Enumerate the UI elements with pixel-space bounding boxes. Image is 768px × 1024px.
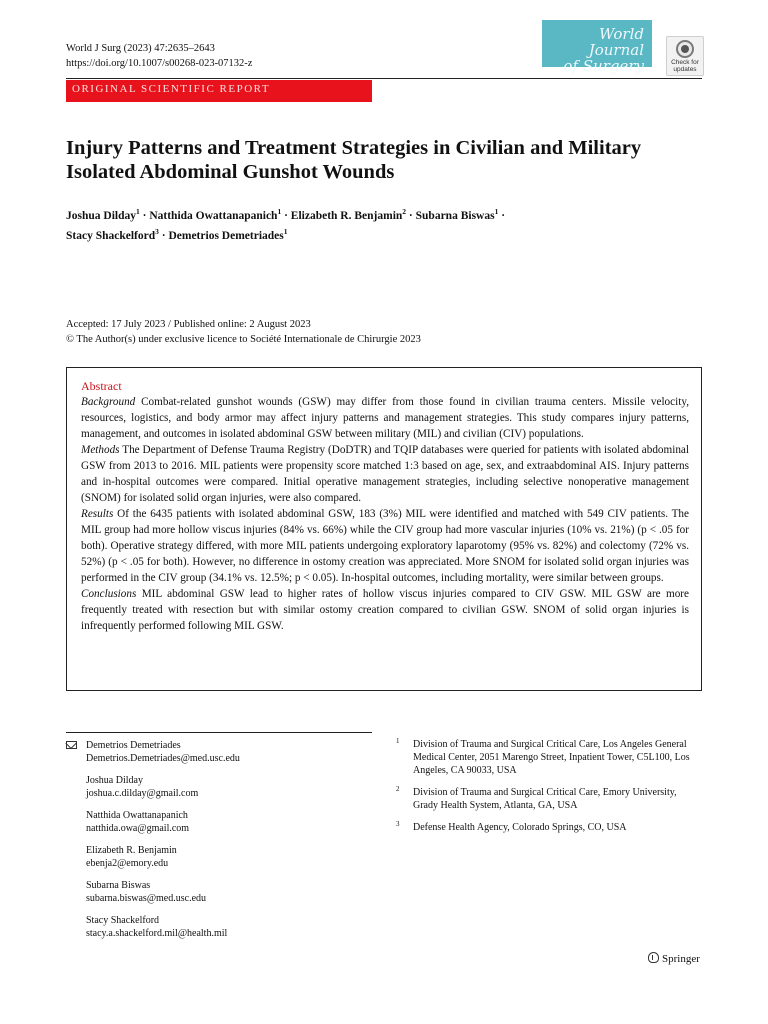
abstract-section-label: Results — [81, 508, 114, 520]
author-separator: · — [498, 209, 506, 222]
abstract-section-label: Conclusions — [81, 588, 137, 600]
affiliation-text: Defense Health Agency, Colorado Springs, CO, USA — [413, 822, 627, 833]
doi-link[interactable]: https://doi.org/10.1007/s00268-023-07132-z — [66, 58, 253, 69]
abstract-section — [81, 394, 689, 442]
journal-logo-line1: World Journal — [588, 25, 644, 59]
contact-name: Demetrios Demetriades — [86, 740, 181, 751]
check-for-updates-badge[interactable] — [666, 36, 704, 76]
abstract-section-text: Combat-related gunshot wounds (GSW) may differ from those found in civilian trauma centers. Missile velocity, resources, logistics, and body armor may affect injury patterns and management strategies. This study compares injury patterns, management, and outcomes in isolated abdominal GSW between military (MIL) and civilian (CIV) populations. — [81, 396, 689, 440]
springer-horse-icon — [648, 952, 659, 963]
contact-email[interactable]: joshua.c.dilday@gmail.com — [86, 788, 199, 799]
affiliation-item — [396, 821, 702, 834]
contact-email[interactable]: subarna.biswas@med.usc.edu — [86, 893, 207, 904]
contact-name: Joshua Dilday — [86, 775, 143, 786]
affiliation-item — [396, 786, 702, 812]
abstract-box — [66, 367, 702, 691]
author-name — [149, 207, 282, 222]
contact-email[interactable]: ebenja2@emory.edu — [86, 858, 169, 869]
author-name — [290, 207, 407, 222]
author-name-text: Stacy Shackelford — [66, 229, 156, 242]
publisher-name: Springer — [662, 953, 700, 965]
footnote-rule — [66, 732, 372, 733]
abstract-heading: Abstract — [81, 379, 122, 393]
journal-logo-line2: of Surgery — [563, 57, 644, 75]
author-separator: · — [158, 229, 169, 242]
journal-logo[interactable] — [542, 20, 652, 75]
author-name-text: Demetrios Demetriades — [168, 229, 284, 242]
author-separator: · — [139, 209, 150, 222]
publisher-mark — [648, 952, 700, 966]
author-contact — [66, 809, 372, 835]
author-contact — [66, 844, 372, 870]
author-name — [66, 207, 140, 222]
abstract-section-text: The Department of Defense Trauma Registry (DoDTR) and TQIP databases were queried for patients with isolated abdominal GSW from 2013 to 2016. MIL patients were propensity score matched 1:3 based on age, sex, and extraabdominal AIS. Injury patterns and in-hospital outcomes were compared. Initial operative management strategies, including selective nonoperative management (SNOM) for isolated solid organ injuries, were also compared. — [81, 444, 689, 504]
abstract-section-text: MIL abdominal GSW lead to higher rates of hollow viscus injuries compared to CIV GSW. MIL GSW are more frequently treated with resection but with similar ostomy creation compared to civilian GSW. SNOM of solid organ injuries is infrequently performed following MIL GSW. — [81, 588, 689, 632]
contact-email[interactable]: Demetrios.Demetriades@med.usc.edu — [86, 753, 240, 764]
author-contact — [66, 879, 372, 905]
contact-name: Subarna Biswas — [86, 880, 151, 891]
author-affiliation-mark: 3 — [155, 226, 159, 236]
author-affiliation-mark: 1 — [283, 226, 288, 236]
article-title: Injury Patterns and Treatment Strategies in Civilian and Military Isolated Abdominal Gunshot Wounds — [66, 137, 642, 183]
author-name-text: Subarna Biswas — [415, 209, 495, 222]
abstract-section — [81, 586, 689, 634]
contact-name: Stacy Shackelford — [86, 915, 160, 926]
check-updates-icon — [676, 40, 694, 58]
author-affiliation-mark: 1 — [135, 207, 140, 216]
journal-citation-block — [66, 41, 252, 71]
journal-logo-text — [542, 26, 644, 74]
copyright-line: © The Author(s) under exclusive licence to Société Internationale de Chirurgie 2023 — [66, 334, 421, 345]
author-affiliation-mark: 2 — [402, 207, 407, 216]
abstract-section-label: Background — [81, 396, 136, 408]
contact-name: Natthida Owattanapanich — [86, 810, 188, 821]
check-updates-line2: updates — [673, 66, 697, 73]
accepted-published-line: Accepted: 17 July 2023 / Published online: 2 August 2023 — [66, 319, 311, 330]
affiliation-number: 3 — [396, 820, 400, 828]
author-affiliation-mark: 1 — [277, 207, 282, 216]
affiliation-text: Division of Trauma and Surgical Critical Care, Emory University, Grady Health System, Atlanta, GA, USA — [413, 787, 677, 811]
author-contact — [66, 774, 372, 800]
affiliation-text: Division of Trauma and Surgical Critical Care, Los Angeles General Medical Center, 2051 Marengo Street, Inpatient Tower, C5L100, Los Angeles, CA 90033, USA — [413, 739, 690, 776]
abstract-section — [81, 442, 689, 506]
section-banner — [66, 80, 372, 102]
publication-dates — [66, 317, 421, 347]
author-name — [415, 207, 499, 222]
abstract-section — [81, 506, 689, 586]
abstract-section-text: Of the 6435 patients with isolated abdominal GSW, 183 (3%) MIL were identified and matched with 549 CIV patients. The MIL group had more hollow viscus injuries (84% vs. 66%) while the CIV group had more vascular injuries (10% vs. 21%) (p < .05 for both). Operative strategy differed, with more MIL patients undergoing exploratory laparotomy (95% vs. 82%) and colectomy (72% vs. 52%) (p < .05 for both). However, no difference in ostomy creation was appreciated. More SNOM for isolated solid organ injuries was performed in the CIV group (34.1% vs. 12.5%; p < 0.05). In-hospital outcomes, including mortality, were similar between groups. — [81, 508, 689, 584]
journal-citation: World J Surg (2023) 47:2635–2643 — [66, 43, 215, 54]
affiliation-number: 2 — [396, 785, 400, 793]
author-name-text: Elizabeth R. Benjamin — [290, 209, 403, 222]
contact-email[interactable]: natthida.owa@gmail.com — [86, 823, 190, 834]
affiliations — [396, 738, 702, 843]
contact-name: Elizabeth R. Benjamin — [86, 845, 177, 856]
corresponding-author — [66, 739, 372, 765]
affiliation-item — [396, 738, 702, 777]
author-name — [66, 226, 159, 242]
author-name-text: Joshua Dilday — [66, 209, 136, 222]
author-name — [168, 226, 288, 242]
affiliation-number: 1 — [396, 737, 400, 745]
author-contacts — [66, 739, 372, 949]
author-contact — [66, 914, 372, 940]
abstract-section-label: Methods — [81, 444, 120, 456]
contact-email[interactable]: stacy.a.shackelford.mil@health.mil — [86, 928, 228, 939]
author-name-text: Natthida Owattanapanich — [149, 209, 278, 222]
author-separator: · — [406, 209, 416, 222]
author-separator: · — [281, 209, 291, 222]
envelope-icon — [66, 741, 77, 749]
abstract-content — [81, 378, 689, 634]
check-updates-label — [667, 59, 703, 73]
header-rule — [66, 78, 702, 79]
author-list — [66, 204, 706, 244]
section-label: ORIGINAL SCIENTIFIC REPORT — [72, 83, 271, 95]
author-affiliation-mark: 1 — [494, 207, 499, 216]
check-updates-line1: Check for — [671, 59, 699, 66]
